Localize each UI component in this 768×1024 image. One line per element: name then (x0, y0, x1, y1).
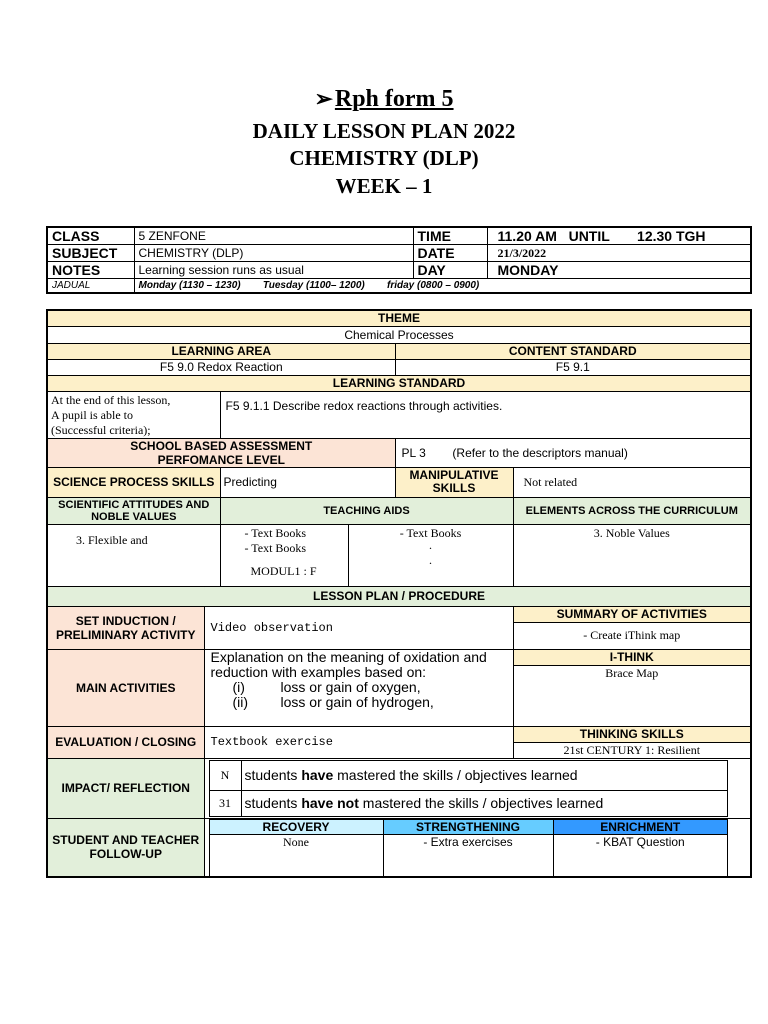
followup-label: STUDENT AND TEACHER FOLLOW-UP (47, 818, 204, 877)
science-process-skills-label: SCIENCE PROCESS SKILLS (47, 467, 220, 497)
theme-value: Chemical Processes (47, 326, 751, 343)
teaching-aids-col1: - Text Books - Text Books MODUL1 : F (220, 524, 348, 586)
evaluation-value: Textbook exercise (204, 726, 513, 758)
manipulative-skills-value: Not related (513, 467, 751, 497)
theme-label: THEME (47, 310, 751, 326)
day-label: DAY (413, 262, 487, 279)
set-induction-label: SET INDUCTION / PRELIMINARY ACTIVITY (47, 606, 204, 649)
date-label: DATE (413, 245, 487, 262)
ithink-label: I-THINK (513, 649, 751, 665)
science-process-skills-value: Predicting (220, 467, 395, 497)
main-activities-label: MAIN ACTIVITIES (47, 649, 204, 726)
teaching-aids-col2: - Text Books · · (348, 524, 513, 586)
impact-not-mastered-text: students have not mastered the skills / objectives learned (241, 790, 728, 816)
thinking-skills-label: THINKING SKILLS (513, 726, 751, 742)
content-standard-value: F5 9.1 (395, 359, 751, 375)
procedure-label: LESSON PLAN / PROCEDURE (47, 586, 751, 606)
content-standard-label: CONTENT STANDARD (395, 343, 751, 359)
week-title: WEEK – 1 (335, 174, 433, 198)
learning-area-label: LEARNING AREA (47, 343, 395, 359)
subject-title: CHEMISTRY (DLP) (289, 146, 479, 170)
impact-reflection-box (204, 758, 751, 818)
strengthening-label: STRENGTHENING (383, 819, 553, 834)
pl-value: PL 3 (Refer to the descriptors manual) (395, 438, 751, 467)
strengthening-value: - Extra exercises (383, 834, 553, 876)
teaching-aids-label: TEACHING AIDS (220, 497, 513, 524)
elements-label: ELEMENTS ACROSS THE CURRICULUM (513, 497, 751, 524)
info-table (46, 226, 752, 294)
attitudes-value: 3. Flexible and (47, 524, 220, 586)
recovery-value: None (209, 834, 383, 876)
sba-label: SCHOOL BASED ASSESSMENT PERFOMANCE LEVEL (47, 438, 395, 467)
set-induction-value: Video observation (204, 606, 513, 649)
enrichment-value: - KBAT Question (553, 834, 728, 876)
learning-area-value: F5 9.0 Redox Reaction (47, 359, 395, 375)
notes-value: Learning session runs as usual (134, 262, 413, 279)
summary-value: - Create iThink map (513, 622, 751, 649)
thinking-skills-value: 21st CENTURY 1: Resilient (513, 742, 751, 758)
plan-title: DAILY LESSON PLAN 2022 (252, 119, 516, 143)
learning-standard-value: F5 9.1.1 Describe redox reactions through activities. (220, 391, 751, 438)
elements-value: 3. Noble Values (513, 524, 751, 586)
jadual-value: Monday (1130 – 1230) Tuesday (1100– 1200) friday (0800 – 0900) (134, 279, 751, 294)
impact-mastered-text: students have mastered the skills / objectives learned (241, 760, 728, 790)
enrichment-label: ENRICHMENT (553, 819, 728, 834)
arrow-bullet-icon: ➢ (314, 86, 333, 111)
ithink-value: Brace Map (513, 665, 751, 726)
lesson-plan-table (46, 309, 752, 878)
notes-label: NOTES (47, 262, 134, 279)
document-title: ➢Rph form 5 (314, 86, 454, 112)
class-label: CLASS (47, 227, 134, 245)
class-value: 5 ZENFONE (134, 227, 413, 245)
main-activities-value: Explanation on the meaning of oxidation and reduction with examples based on: (i) loss or gain of oxygen, (ii) loss or gain of hydrogen, (204, 649, 513, 726)
evaluation-label: EVALUATION / CLOSING (47, 726, 204, 758)
summary-label: SUMMARY OF ACTIVITIES (513, 606, 751, 622)
subject-label: SUBJECT (47, 245, 134, 262)
attitudes-label: SCIENTIFIC ATTITUDES AND NOBLE VALUES (47, 497, 220, 524)
impact-count-mastered: N (209, 760, 241, 790)
subject-value: CHEMISTRY (DLP) (134, 245, 413, 262)
recovery-label: RECOVERY (209, 819, 383, 834)
date-value: 21/3/2022 (487, 245, 751, 262)
manipulative-skills-label: MANIPULATIVE SKILLS (395, 467, 513, 497)
impact-count-not-mastered: 31 (209, 790, 241, 816)
followup-box (204, 818, 751, 877)
learning-standard-label: LEARNING STANDARD (47, 375, 751, 391)
time-label: TIME (413, 227, 487, 245)
time-value: 11.20 AM UNTIL 12.30 TGH (487, 227, 751, 245)
day-value: MONDAY (487, 262, 751, 279)
impact-label: IMPACT/ REFLECTION (47, 758, 204, 818)
success-criteria: At the end of this lesson, A pupil is able to (Successful criteria); (47, 391, 220, 438)
jadual-label: JADUAL (47, 279, 134, 294)
